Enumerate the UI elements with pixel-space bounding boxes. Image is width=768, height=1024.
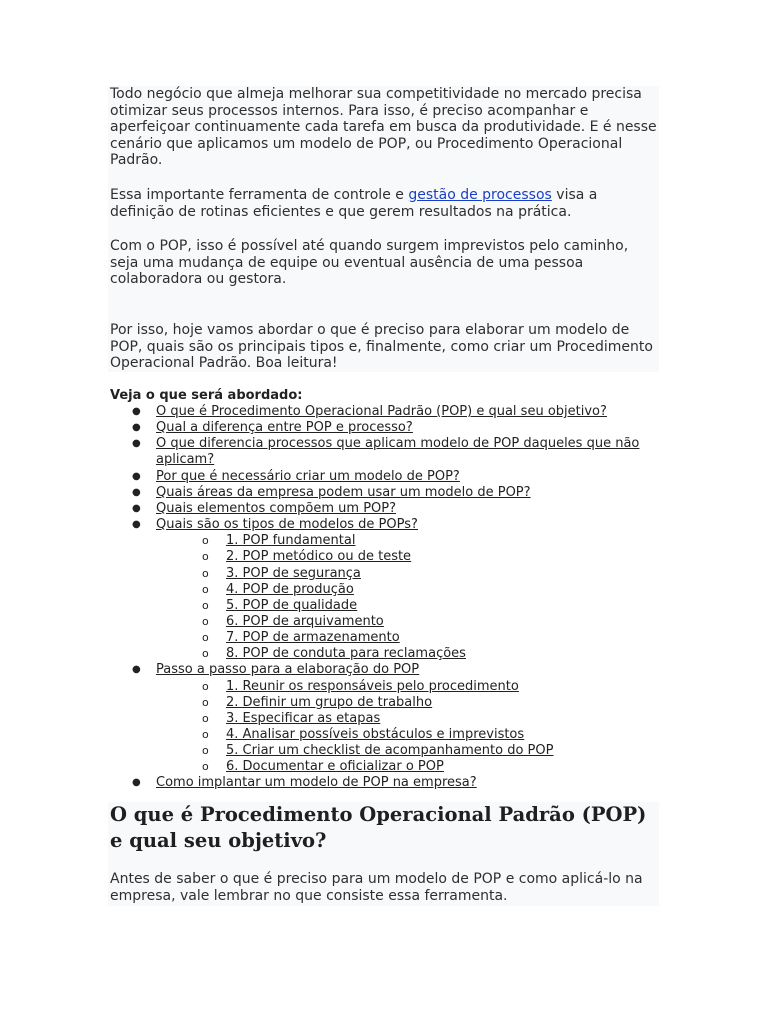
section-heading: O que é Procedimento Operacional Padrão (POP) e qual seu objetivo?: [110, 803, 647, 852]
circle-bullet-icon: o: [202, 647, 209, 660]
intro-paragraph-1: Todo negócio que almeja melhorar sua competitividade no mercado precisa otimizar seus processos internos. Para isso, é preciso acompanhar e aperfeiçoar continuamente cada tarefa em busca da produtividade. E é nesse cenário que aplicamos um modelo de POP, ou Procedimento Operacional Padrão.: [110, 86, 657, 169]
toc-link-text: Quais são os tipos de modelos de POPs?: [156, 517, 418, 532]
toc-link-text: Quais áreas da empresa podem usar um modelo de POP?: [156, 485, 531, 500]
toc-sublink[interactable]: [226, 598, 656, 614]
toc-link-text: 6. POP de arquivamento: [226, 614, 384, 629]
toc-link-text: 1. POP fundamental: [226, 533, 356, 548]
toc-link-text: O que diferencia processos que aplicam modelo de POP daqueles que não: [156, 436, 640, 451]
toc-sublink[interactable]: [226, 630, 656, 646]
bullet-icon: ●: [132, 777, 141, 788]
bullet-icon: ●: [132, 471, 141, 482]
toc-link-text: 2. POP metódico ou de teste: [226, 549, 412, 564]
intro-paragraph-4: Por isso, hoje vamos abordar o que é preciso para elaborar um modelo de POP, quais são os principais tipos e, finalmente, como criar um Procedimento Operacional Padrão. Boa leitura!: [110, 322, 653, 372]
circle-bullet-icon: o: [202, 680, 209, 693]
bullet-icon: ●: [132, 438, 141, 449]
toc-sublink[interactable]: [226, 582, 656, 598]
toc-sublink[interactable]: [226, 743, 656, 759]
bullet-icon: ●: [132, 519, 141, 530]
toc-link[interactable]: [156, 501, 661, 517]
circle-bullet-icon: o: [202, 744, 209, 757]
toc-link-text: 3. Especificar as etapas: [226, 711, 381, 726]
toc-link[interactable]: [156, 436, 661, 468]
circle-bullet-icon: o: [202, 599, 209, 612]
toc-link-text: Como implantar um modelo de POP na empresa?: [156, 775, 477, 790]
toc-link-text: Qual a diferença entre POP e processo?: [156, 420, 413, 435]
toc-link[interactable]: [156, 775, 661, 791]
toc-link-text: O que é Procedimento Operacional Padrão (POP) e qual seu objetivo?: [156, 404, 607, 419]
toc-sublink[interactable]: [226, 711, 656, 727]
toc-link-text: Por que é necessário criar um modelo de POP?: [156, 469, 460, 484]
toc-sublink[interactable]: [226, 533, 656, 549]
toc-sublink[interactable]: [226, 646, 656, 662]
circle-bullet-icon: o: [202, 534, 209, 547]
section-paragraph-1: Antes de saber o que é preciso para um modelo de POP e como aplicá-lo na empresa, vale lembrar no que consiste essa ferramenta.: [110, 871, 643, 904]
toc-link-text: 2. Definir um grupo de trabalho: [226, 695, 433, 710]
circle-bullet-icon: o: [202, 615, 209, 628]
toc-title: Veja o que será abordado:: [110, 388, 303, 403]
bullet-icon: ●: [132, 503, 141, 514]
toc-sublink[interactable]: [226, 566, 656, 582]
toc-link-text-continued: aplicam?: [156, 452, 215, 467]
circle-bullet-icon: o: [202, 760, 209, 773]
bullet-icon: ●: [132, 664, 141, 675]
toc-sublink[interactable]: [226, 679, 656, 695]
toc-link[interactable]: [156, 420, 661, 436]
toc-link[interactable]: [156, 662, 661, 678]
toc-link[interactable]: [156, 485, 661, 501]
intro-paragraph-3: Com o POP, isso é possível até quando surgem imprevistos pelo caminho, seja uma mudança de equipe ou eventual ausência de uma pessoa colaboradora ou gestora.: [110, 238, 629, 288]
toc-sublink[interactable]: [226, 614, 656, 630]
intro-paragraph-2: [110, 187, 660, 220]
intro-paragraph-2-text-end: visa a definição de rotinas eficientes e que gerem resultados na prática.: [110, 187, 598, 220]
toc-sublink[interactable]: [226, 549, 656, 565]
intro-paragraph-2-text-start: Essa importante ferramenta de controle e: [110, 187, 409, 203]
toc-link-text: 5. Criar um checklist de acompanhamento do POP: [226, 743, 554, 758]
bullet-icon: ●: [132, 422, 141, 433]
bullet-icon: ●: [132, 406, 141, 417]
toc-link-text: Quais elementos compõem um POP?: [156, 501, 397, 516]
toc-link-text: 7. POP de armazenamento: [226, 630, 400, 645]
circle-bullet-icon: o: [202, 550, 209, 563]
toc-link-text: 3. POP de segurança: [226, 566, 361, 581]
circle-bullet-icon: o: [202, 712, 209, 725]
toc-link-text: 5. POP de qualidade: [226, 598, 358, 613]
circle-bullet-icon: o: [202, 631, 209, 644]
circle-bullet-icon: o: [202, 567, 209, 580]
toc-link-text: Passo a passo para a elaboração do POP: [156, 662, 420, 677]
toc-link-text: 4. Analisar possíveis obstáculos e imprevistos: [226, 727, 525, 742]
toc-sublink[interactable]: [226, 727, 656, 743]
toc-link-text: 1. Reunir os responsáveis pelo procedimento: [226, 679, 519, 694]
circle-bullet-icon: o: [202, 728, 209, 741]
bullet-icon: ●: [132, 487, 141, 498]
toc-sublink[interactable]: [226, 759, 656, 775]
gestao-de-processos-link[interactable]: gestão de processos: [408, 187, 552, 203]
toc-sublink[interactable]: [226, 695, 656, 711]
toc-link-text: 6. Documentar e oficializar o POP: [226, 759, 444, 774]
toc-link-text: 8. POP de conduta para reclamações: [226, 646, 466, 661]
circle-bullet-icon: o: [202, 583, 209, 596]
toc-link-text: 4. POP de produção: [226, 582, 354, 597]
circle-bullet-icon: o: [202, 696, 209, 709]
toc-link[interactable]: [156, 469, 661, 485]
toc-link[interactable]: [156, 517, 661, 533]
toc-link[interactable]: [156, 404, 661, 420]
